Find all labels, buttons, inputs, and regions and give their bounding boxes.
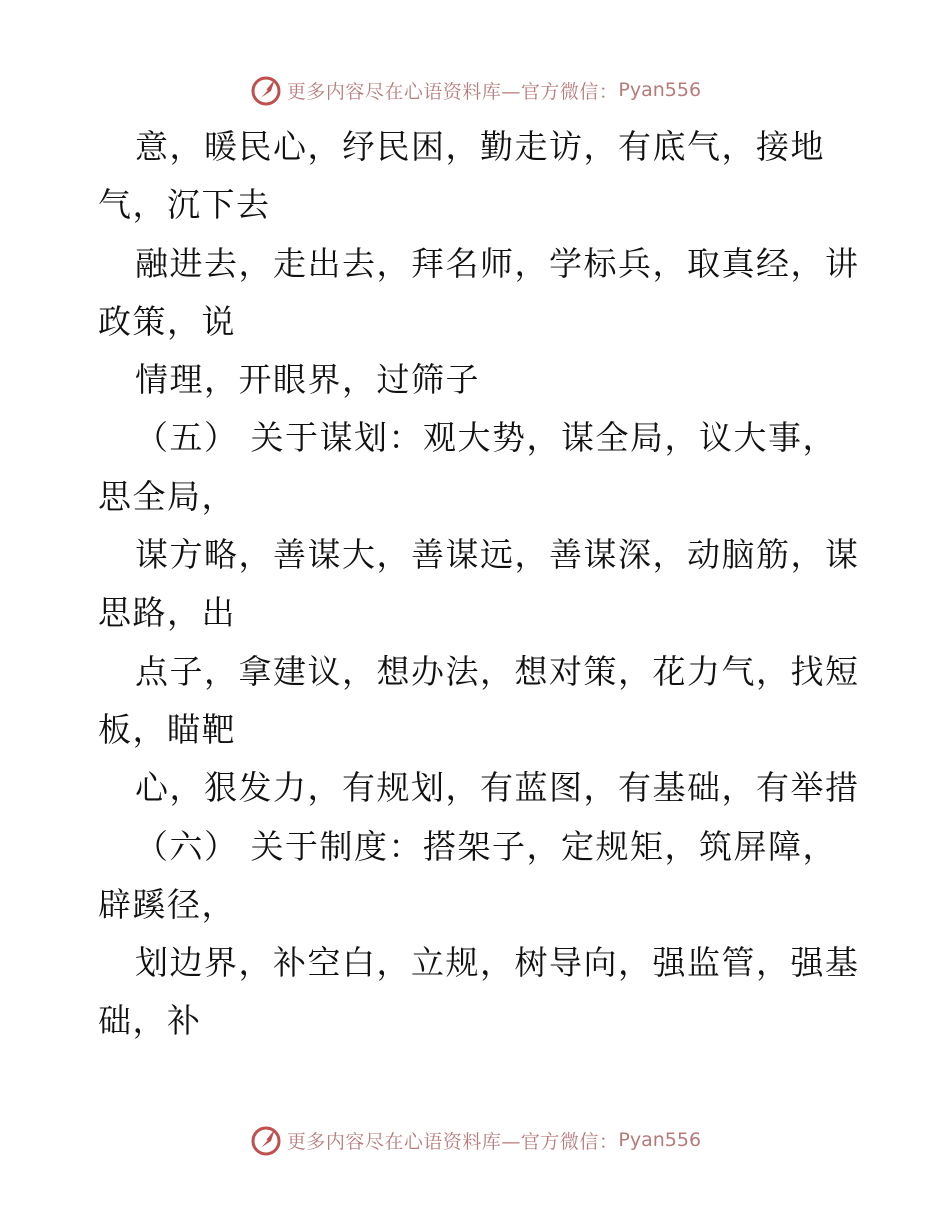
text-line: 气，沉下去 bbox=[98, 185, 271, 225]
text-line: 政策，说 bbox=[98, 301, 236, 341]
text-line: 融进去，走出去，拜名师，学标兵，取真经，讲 bbox=[135, 243, 860, 283]
text-line: 思路，出 bbox=[98, 593, 236, 633]
text-line: 辟蹊径， bbox=[98, 884, 236, 924]
banner-wechat-id: Pyan556 bbox=[618, 1129, 702, 1151]
text-line: 思全局， bbox=[98, 476, 236, 516]
text-line: 心，狠发力，有规划，有蓝图，有基础，有举措 bbox=[135, 768, 860, 808]
text-line: 点子，拿建议，想办法，想对策，花力气，找短 bbox=[135, 651, 860, 691]
text-line: 划边界，补空白，立规，树导向，强监管，强基 bbox=[135, 943, 860, 983]
text-line: 础，补 bbox=[98, 1001, 202, 1041]
feather-pen-icon bbox=[249, 73, 283, 107]
text-line: 情理，开眼界，过筛子 bbox=[135, 360, 480, 400]
section-heading-line: （六） 关于制度：搭架子，定规矩，筑屏障， bbox=[135, 826, 837, 866]
text-line: 意，暖民心，纾民困，勤走访，有底气，接地 bbox=[135, 127, 825, 166]
text-line: 谋方略，善谋大，善谋远，善谋深，动脑筋，谋 bbox=[135, 535, 860, 575]
header-banner bbox=[0, 70, 950, 110]
section-heading-line: （五） 关于谋划：观大势，谋全局，议大事， bbox=[135, 418, 837, 458]
text-line: 板，瞄靶 bbox=[98, 709, 236, 749]
banner-text: 更多内容尽在心语资料库—官方微信： bbox=[286, 1130, 619, 1153]
footer-banner bbox=[0, 1120, 950, 1160]
banner-wechat-id: Pyan556 bbox=[618, 79, 702, 101]
document-body bbox=[98, 118, 858, 1051]
banner-text: 更多内容尽在心语资料库—官方微信： bbox=[286, 80, 619, 103]
feather-pen-icon bbox=[249, 1123, 283, 1157]
